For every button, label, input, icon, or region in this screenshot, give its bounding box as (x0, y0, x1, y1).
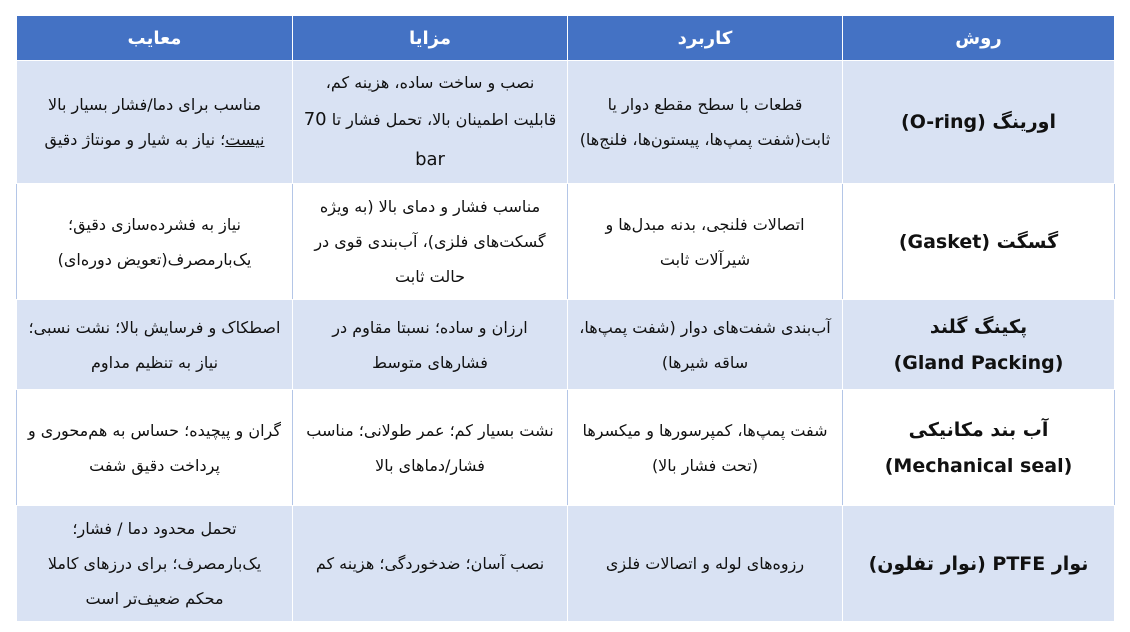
cell-advantages (293, 61, 568, 184)
cell-disadvantages: گران و پیچیده؛ حساس به هم‌محوری و پرداخت دقیق شفت (17, 390, 293, 506)
header-application: کاربرد (568, 16, 843, 61)
table-row-gasket (17, 184, 1115, 300)
cell-disadvantages: نیاز به فشرده‌سازی دقیق؛ یک‌بارمصرف(تعویض دوره‌ای) (17, 184, 293, 300)
cell-advantages: مناسب فشار و دمای بالا (به ویژه گسکت‌های فلزی)، آب‌بندی قوی در حالت ثابت (293, 184, 568, 300)
cell-disadvantages: تحمل محدود دما / فشار؛ یک‌بارمصرف؛ برای درزهای کاملا محکم ضعیف‌تر است (17, 506, 293, 622)
header-advantages: مزایا (293, 16, 568, 61)
cell-application: رزوه‌های لوله و اتصالات فلزی (568, 506, 843, 622)
cell-disadvantages (17, 61, 293, 184)
header-disadvantages: معایب (17, 16, 293, 61)
cell-disadvantages: اصطکاک و فرسایش بالا؛ نشت نسبی؛ نیاز به تنظیم مداوم (17, 300, 293, 390)
sealing-methods-table (16, 15, 1115, 622)
cell-advantages: نشت بسیار کم؛ عمر طولانی؛ مناسب فشار/دماهای بالا (293, 390, 568, 506)
cell-advantages: نصب آسان؛ ضدخوردگی؛ هزینه کم (293, 506, 568, 622)
method-name: آب بند مکانیکی (908, 418, 1049, 441)
header-row (17, 16, 1115, 61)
advantages-text: نصب و ساخت ساده، هزینه کم، قابلیت اطمینان بالا، تحمل فشار تا (325, 73, 557, 130)
table-row-gland-packing (17, 300, 1115, 390)
cell-advantages: ارزان و ساده؛ نسبتا مقاوم در فشارهای متوسط (293, 300, 568, 390)
cell-method (843, 300, 1115, 390)
disadvantages-text-underlined: نیست (225, 130, 265, 150)
cell-method: گسگت (Gasket) (843, 184, 1115, 300)
disadvantages-text-a: مناسب برای دما/فشار بسیار بالا (47, 95, 262, 114)
disadvantages-text-c: ؛ نیاز به شیار و مونتاژ دقیق (44, 130, 226, 150)
method-name-en: (Mechanical seal) (884, 454, 1073, 477)
cell-application: آب‌بندی شفت‌های دوار (شفت پمپ‌ها، ساقه شیرها) (568, 300, 843, 390)
cell-application: اتصالات فلنجی، بدنه مبدل‌ها و شیرآلات ثابت (568, 184, 843, 300)
table-row-oring (17, 61, 1115, 184)
method-name-en: (Gland Packing) (893, 351, 1064, 374)
cell-method: نوار PTFE (نوار تفلون) (843, 506, 1115, 622)
cell-method (843, 390, 1115, 506)
table-row-mechanical-seal (17, 390, 1115, 506)
pressure-value: 70 bar (303, 109, 445, 170)
cell-method: اورینگ (O-ring) (843, 61, 1115, 184)
table-row-ptfe-tape (17, 506, 1115, 622)
header-method: روش (843, 16, 1115, 61)
cell-application: شفت پمپ‌ها، کمپرسورها و میکسرها (تحت فشار بالا) (568, 390, 843, 506)
cell-application: قطعات با سطح مقطع دوار یا ثابت(شفت پمپ‌ها، پیستون‌ها، فلنج‌ها) (568, 61, 843, 184)
method-name: پکینگ گلند (929, 315, 1028, 338)
